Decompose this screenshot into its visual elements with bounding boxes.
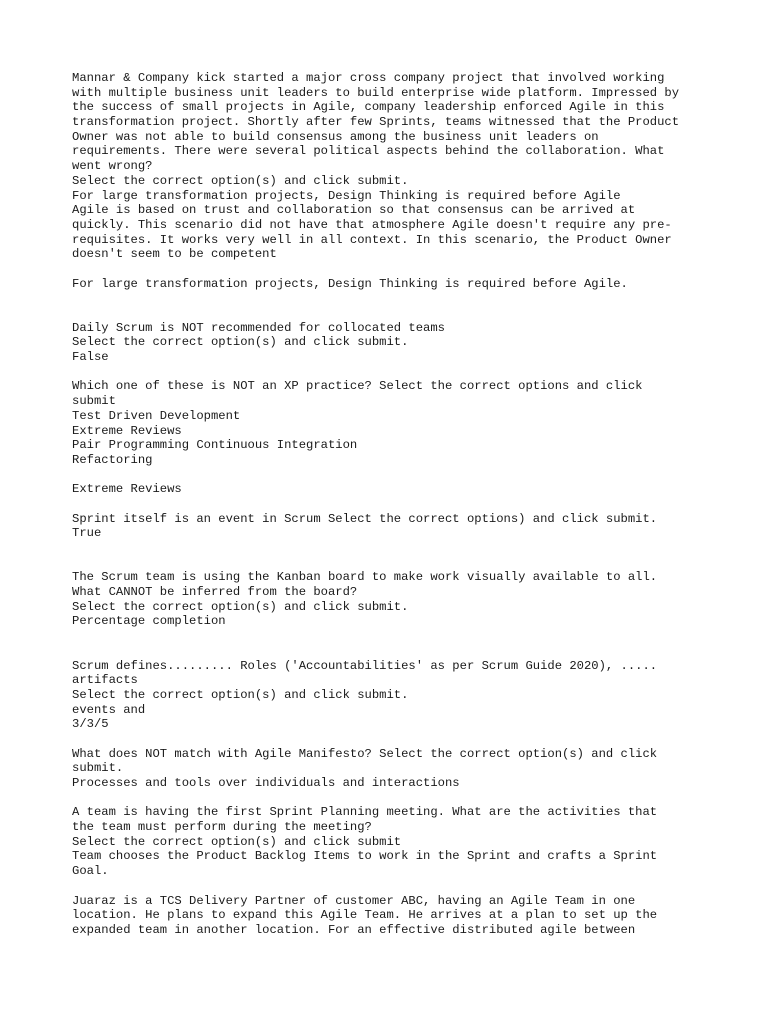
question-block-8 xyxy=(72,805,712,878)
instruction-line: Select the correct option(s) and click submit. xyxy=(72,173,409,188)
answer-line: Extreme Reviews xyxy=(72,482,182,497)
question-block-3 xyxy=(72,379,712,497)
option-line: requisites. It works very well in all context. In this scenario, the Product Owner xyxy=(72,232,672,247)
question-line: Which one of these is NOT an XP practice? Select the correct options and click xyxy=(72,379,643,394)
question-line: requirements. There were several political aspects behind the collaboration. What xyxy=(72,144,665,159)
answer-line: Goal. xyxy=(72,864,109,879)
option-line: Refactoring xyxy=(72,452,153,467)
instruction-line: Select the correct option(s) and click submit. xyxy=(72,599,409,614)
option-line: Pair Programming Continuous Integration xyxy=(72,438,358,453)
question-line: Mannar & Company kick started a major cross company project that involved working xyxy=(72,71,665,85)
question-line: What does NOT match with Agile Manifesto? Select the correct option(s) and click xyxy=(72,746,658,761)
instruction-line: Select the correct option(s) and click submit. xyxy=(72,687,409,702)
option-line: doesn't seem to be competent xyxy=(72,247,277,262)
option-line: For large transformation projects, Design Thinking is required before Agile xyxy=(72,188,621,203)
question-line: Owner was not able to build consensus among the business unit leaders on xyxy=(72,129,599,144)
question-line: What CANNOT be inferred from the board? xyxy=(72,585,358,600)
option-line: Extreme Reviews xyxy=(72,423,182,438)
question-block-4 xyxy=(72,512,712,541)
option-line: quickly. This scenario did not have that atmosphere Agile doesn't require any pre- xyxy=(72,217,672,232)
question-line: Juaraz is a TCS Delivery Partner of customer ABC, having an Agile Team in one xyxy=(72,893,636,908)
question-line: submit. xyxy=(72,761,124,776)
question-block-9 xyxy=(72,894,712,938)
question-block-2 xyxy=(72,321,712,365)
answer-line: False xyxy=(72,350,109,365)
question-line: Daily Scrum is NOT recommended for collocated teams xyxy=(72,320,445,335)
question-line: The Scrum team is using the Kanban board to make work visually available to all. xyxy=(72,570,658,585)
question-block-6 xyxy=(72,659,712,732)
question-line: expanded team in another location. For an effective distributed agile between xyxy=(72,922,636,937)
answer-line: events and xyxy=(72,702,146,717)
question-line: artifacts xyxy=(72,673,138,688)
question-block-7 xyxy=(72,747,712,791)
question-line: with multiple business unit leaders to build enterprise wide platform. Impressed by xyxy=(72,85,680,100)
answer-line: Team chooses the Product Backlog Items to work in the Sprint and crafts a Sprint xyxy=(72,849,658,864)
question-line: went wrong? xyxy=(72,159,153,174)
instruction-line: Select the correct option(s) and click submit. xyxy=(72,335,409,350)
instruction-line: Select the correct option(s) and click submit xyxy=(72,834,402,849)
answer-line: Processes and tools over individuals and interactions xyxy=(72,776,460,791)
question-line: location. He plans to expand this Agile Team. He arrives at a plan to set up the xyxy=(72,908,658,923)
question-line: Sprint itself is an event in Scrum Select the correct options) and click submit. xyxy=(72,511,658,526)
answer-line: 3/3/5 xyxy=(72,717,109,732)
question-line: A team is having the first Sprint Planning meeting. What are the activities that xyxy=(72,805,658,820)
question-block-5 xyxy=(72,570,712,629)
answer-line: For large transformation projects, Design Thinking is required before Agile. xyxy=(72,276,628,291)
option-line: Test Driven Development xyxy=(72,408,241,423)
question-line: Scrum defines......... Roles ('Accountabilities' as per Scrum Guide 2020), ..... xyxy=(72,658,658,673)
answer-line: True xyxy=(72,526,102,541)
answer-line: Percentage completion xyxy=(72,614,226,629)
question-line: the team must perform during the meeting? xyxy=(72,820,372,835)
question-line: transformation project. Shortly after few Sprints, teams witnessed that the Product xyxy=(72,115,680,130)
question-line: the success of small projects in Agile, company leadership enforced Agile in this xyxy=(72,100,665,115)
question-block-1 xyxy=(72,71,712,291)
document-page xyxy=(72,71,712,938)
question-line: submit xyxy=(72,394,116,409)
option-line: Agile is based on trust and collaboration so that consensus can be arrived at xyxy=(72,203,636,218)
